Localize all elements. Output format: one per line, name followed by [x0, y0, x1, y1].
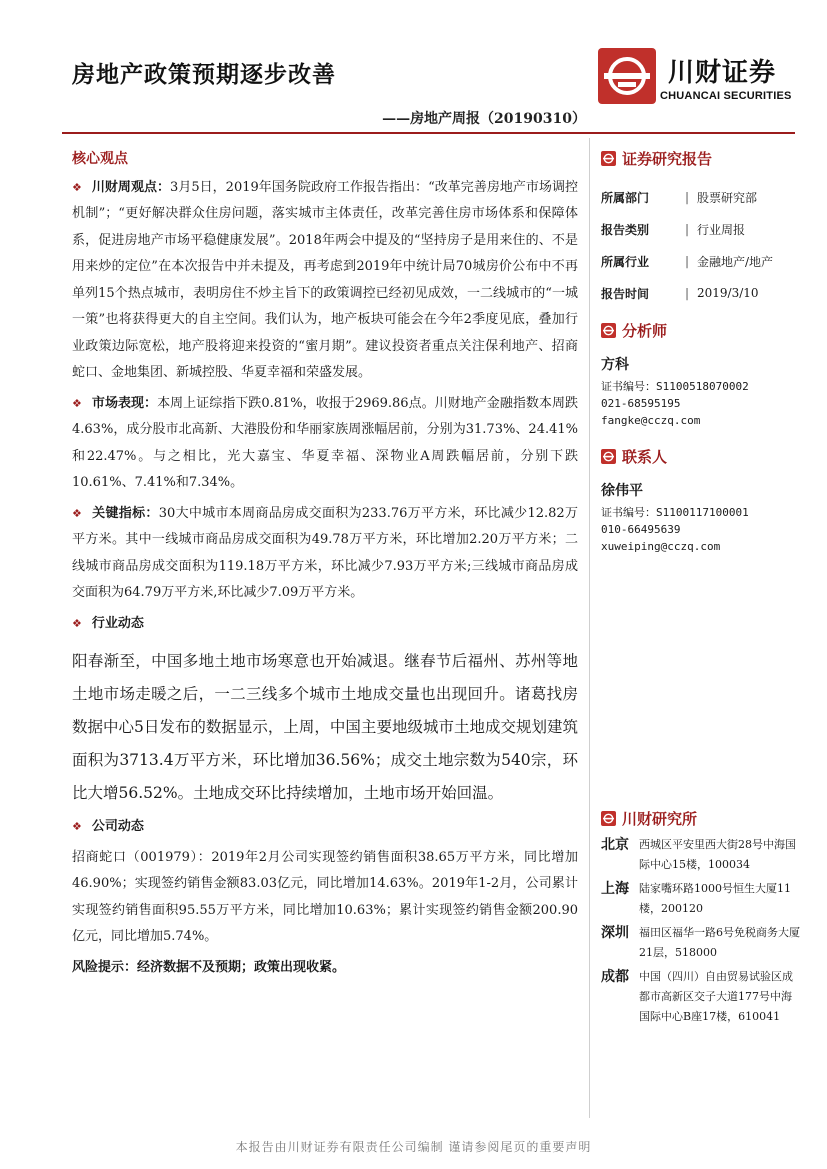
meta-row [601, 245, 801, 277]
contact-email[interactable]: xuweiping@cczq.com [601, 540, 721, 553]
market-text: 本周上证综指下跌0.81%，收报于2969.86点。川财地产金融指数本周跌4.63%，成分股市北高新、大港股份和华丽家族周涨幅居前，分别为31.73%、24.41%和22.47%。与之相比，光大嘉宝、华夏幸福、深物业A周跌幅居前，分别下跌10.61%、7.41%和7.34%。 [72, 395, 578, 490]
office-list [601, 835, 801, 1027]
main-content [72, 146, 578, 981]
office-city: 北京 [601, 837, 629, 853]
diamond-bullet-icon: ❖ [72, 180, 82, 194]
institute-heading: 川财研究所 [601, 808, 801, 829]
meta-separator: | [685, 190, 690, 204]
diamond-bullet-icon: ❖ [72, 616, 82, 630]
analyst-card [601, 357, 801, 429]
logo-badge-icon [601, 811, 616, 826]
contact-section [601, 446, 801, 555]
office-address: 中国（四川）自由贸易试验区成都市高新区交子大道177号中海国际中心B座17楼，610041 [639, 970, 793, 1023]
report-title: 房地产政策预期逐步改善 [72, 61, 336, 88]
office-city: 深圳 [601, 925, 629, 941]
brand-logo [598, 46, 798, 110]
meta-key: 所属行业 [601, 254, 650, 269]
office-item [601, 879, 801, 919]
office-city: 成都 [601, 969, 629, 985]
analyst-section [601, 320, 801, 429]
contact-name: 徐伟平 [601, 483, 643, 499]
indicators-paragraph [72, 501, 578, 607]
chuancai-logo-icon [598, 48, 656, 104]
report-subtitle: ——房地产周报（20190310） [382, 111, 586, 127]
meta-value: 金融地产/地产 [697, 254, 774, 269]
office-item [601, 923, 801, 963]
brand-name-cn: 川财证券 [668, 58, 777, 88]
company-text: 招商蛇口（001979）：2019年2月公司实现签约销售面积38.65万平方米，同比增加46.90%；实现签约销售金额83.03亿元，同比增加14.63%。2019年1-2月，公司累计实现签约销售面积95.55万平方米，同比增加10.63%；累计实现签约销售金额200.90亿元，同比增加5.74%。 [72, 849, 578, 944]
office-address: 福田区福华一路6号免税商务大厦21层，518000 [639, 926, 800, 959]
meta-value: 行业周报 [697, 222, 746, 237]
analyst-heading: 分析师 [601, 320, 801, 341]
meta-separator: | [685, 254, 690, 268]
analyst-phone: 021-68595195 [601, 397, 681, 410]
diamond-bullet-icon: ❖ [72, 506, 83, 520]
logo-badge-icon [601, 323, 616, 338]
industry-heading: ❖ 行业动态 [72, 615, 144, 631]
page-footer: 本报告由川财证券有限责任公司编制 谨请参阅尾页的重要声明 [235, 1140, 592, 1154]
brand-name-en: CHUANCAI SECURITIES [660, 90, 792, 102]
column-divider [589, 138, 590, 1118]
institute-section [601, 808, 801, 1031]
weekly-view-lead: 川财周观点： [91, 179, 171, 195]
industry-text: 阳春渐至，中国多地土地市场寒意也开始减退。继春节后福州、苏州等地土地市场走暖之后，一二三线多个城市土地成交量也出现回升。诸葛找房数据中心5日发布的数据显示，上周，中国主要地级城市土地成交规划建筑面积为3713.4万平方米，环比增加36.56%；成交土地宗数为540宗，环比大增56.52%。土地成交环比持续增加，土地市场开始回温。 [72, 652, 578, 802]
weekly-view-paragraph [72, 175, 578, 387]
office-item [601, 835, 801, 875]
office-item [601, 967, 801, 1027]
contact-phone: 010-66495639 [601, 523, 681, 536]
meta-row [601, 181, 801, 213]
weekly-view-text: 3月5日，2019年国务院政府工作报告指出：“改革完善房地产市场调控机制”；“更好解决群众住房问题，落实城市主体责任，改革完善住房市场体系和保障体系，促进房地产市场平稳健康发展”。2018年两会中提及的“坚持房子是用来住的、不是用来炒的定位”在本次报告中并未提及，再考虑到2019年中统计局70城房价公布中不再单列15个热点城市，表明房住不炒主旨下的政策调控已经初见成效，一二线城市的“一城一策”也将获得更大的自主空间。我们认为，地产板块可能会在今年2季度见底，叠加行业政策边际宽松，地产股将迎来投资的“蜜月期”。建议投资者重点关注保利地产、招商蛇口、金地集团、新城控股、华夏幸福和荣盛发展。 [72, 179, 578, 380]
logo-badge-icon [601, 151, 616, 166]
diamond-bullet-icon: ❖ [72, 396, 82, 410]
contact-card [601, 483, 801, 555]
analyst-name: 方科 [601, 357, 629, 373]
core-view-label: 核心观点 [72, 151, 128, 167]
logo-badge-icon [601, 449, 616, 464]
meta-row [601, 277, 801, 309]
diamond-bullet-icon: ❖ [72, 820, 82, 833]
meta-separator: | [685, 286, 690, 300]
office-address: 西城区平安里西大街28号中海国际中心15楼，100034 [639, 838, 796, 871]
indicators-lead: 关键指标： [92, 505, 159, 521]
header-rule [62, 132, 795, 134]
report-info-heading: 证券研究报告 [601, 148, 801, 169]
market-paragraph [72, 391, 578, 497]
indicators-text: 30大中城市本周商品房成交面积为233.76万平方米，环比减少12.82万平方米。其中一线城市商品房成交面积为49.78万平方米，环比增加2.20万平方米；二线城市商品房成交面积为119.18万平方米，环比减少7.93万平方米;三线城市商品房成交面积为64.79万平方米,环比减少7.09万平方米。 [72, 505, 578, 600]
office-address: 陆家嘴环路1000号恒生大厦11楼，200120 [639, 882, 791, 915]
analyst-cert: 证书编号：S1100518070002 [601, 380, 749, 393]
market-lead: 市场表现： [91, 395, 158, 411]
meta-key: 所属部门 [601, 190, 650, 205]
meta-row [601, 213, 801, 245]
risk-warning: 风险提示：经济数据不及预期；政策出现收紧。 [72, 959, 346, 975]
meta-value: 2019/3/10 [697, 286, 759, 300]
meta-key: 报告类别 [601, 222, 650, 237]
company-heading: ❖ 公司动态 [72, 819, 144, 834]
contact-heading: 联系人 [601, 446, 801, 467]
meta-key: 报告时间 [601, 286, 650, 301]
meta-value: 股票研究部 [697, 190, 758, 205]
report-info-section [601, 148, 801, 309]
analyst-email[interactable]: fangke@cczq.com [601, 414, 701, 427]
contact-cert: 证书编号：S1100117100001 [601, 506, 749, 519]
report-meta-list [601, 181, 801, 309]
office-city: 上海 [601, 881, 629, 897]
meta-separator: | [685, 222, 690, 236]
